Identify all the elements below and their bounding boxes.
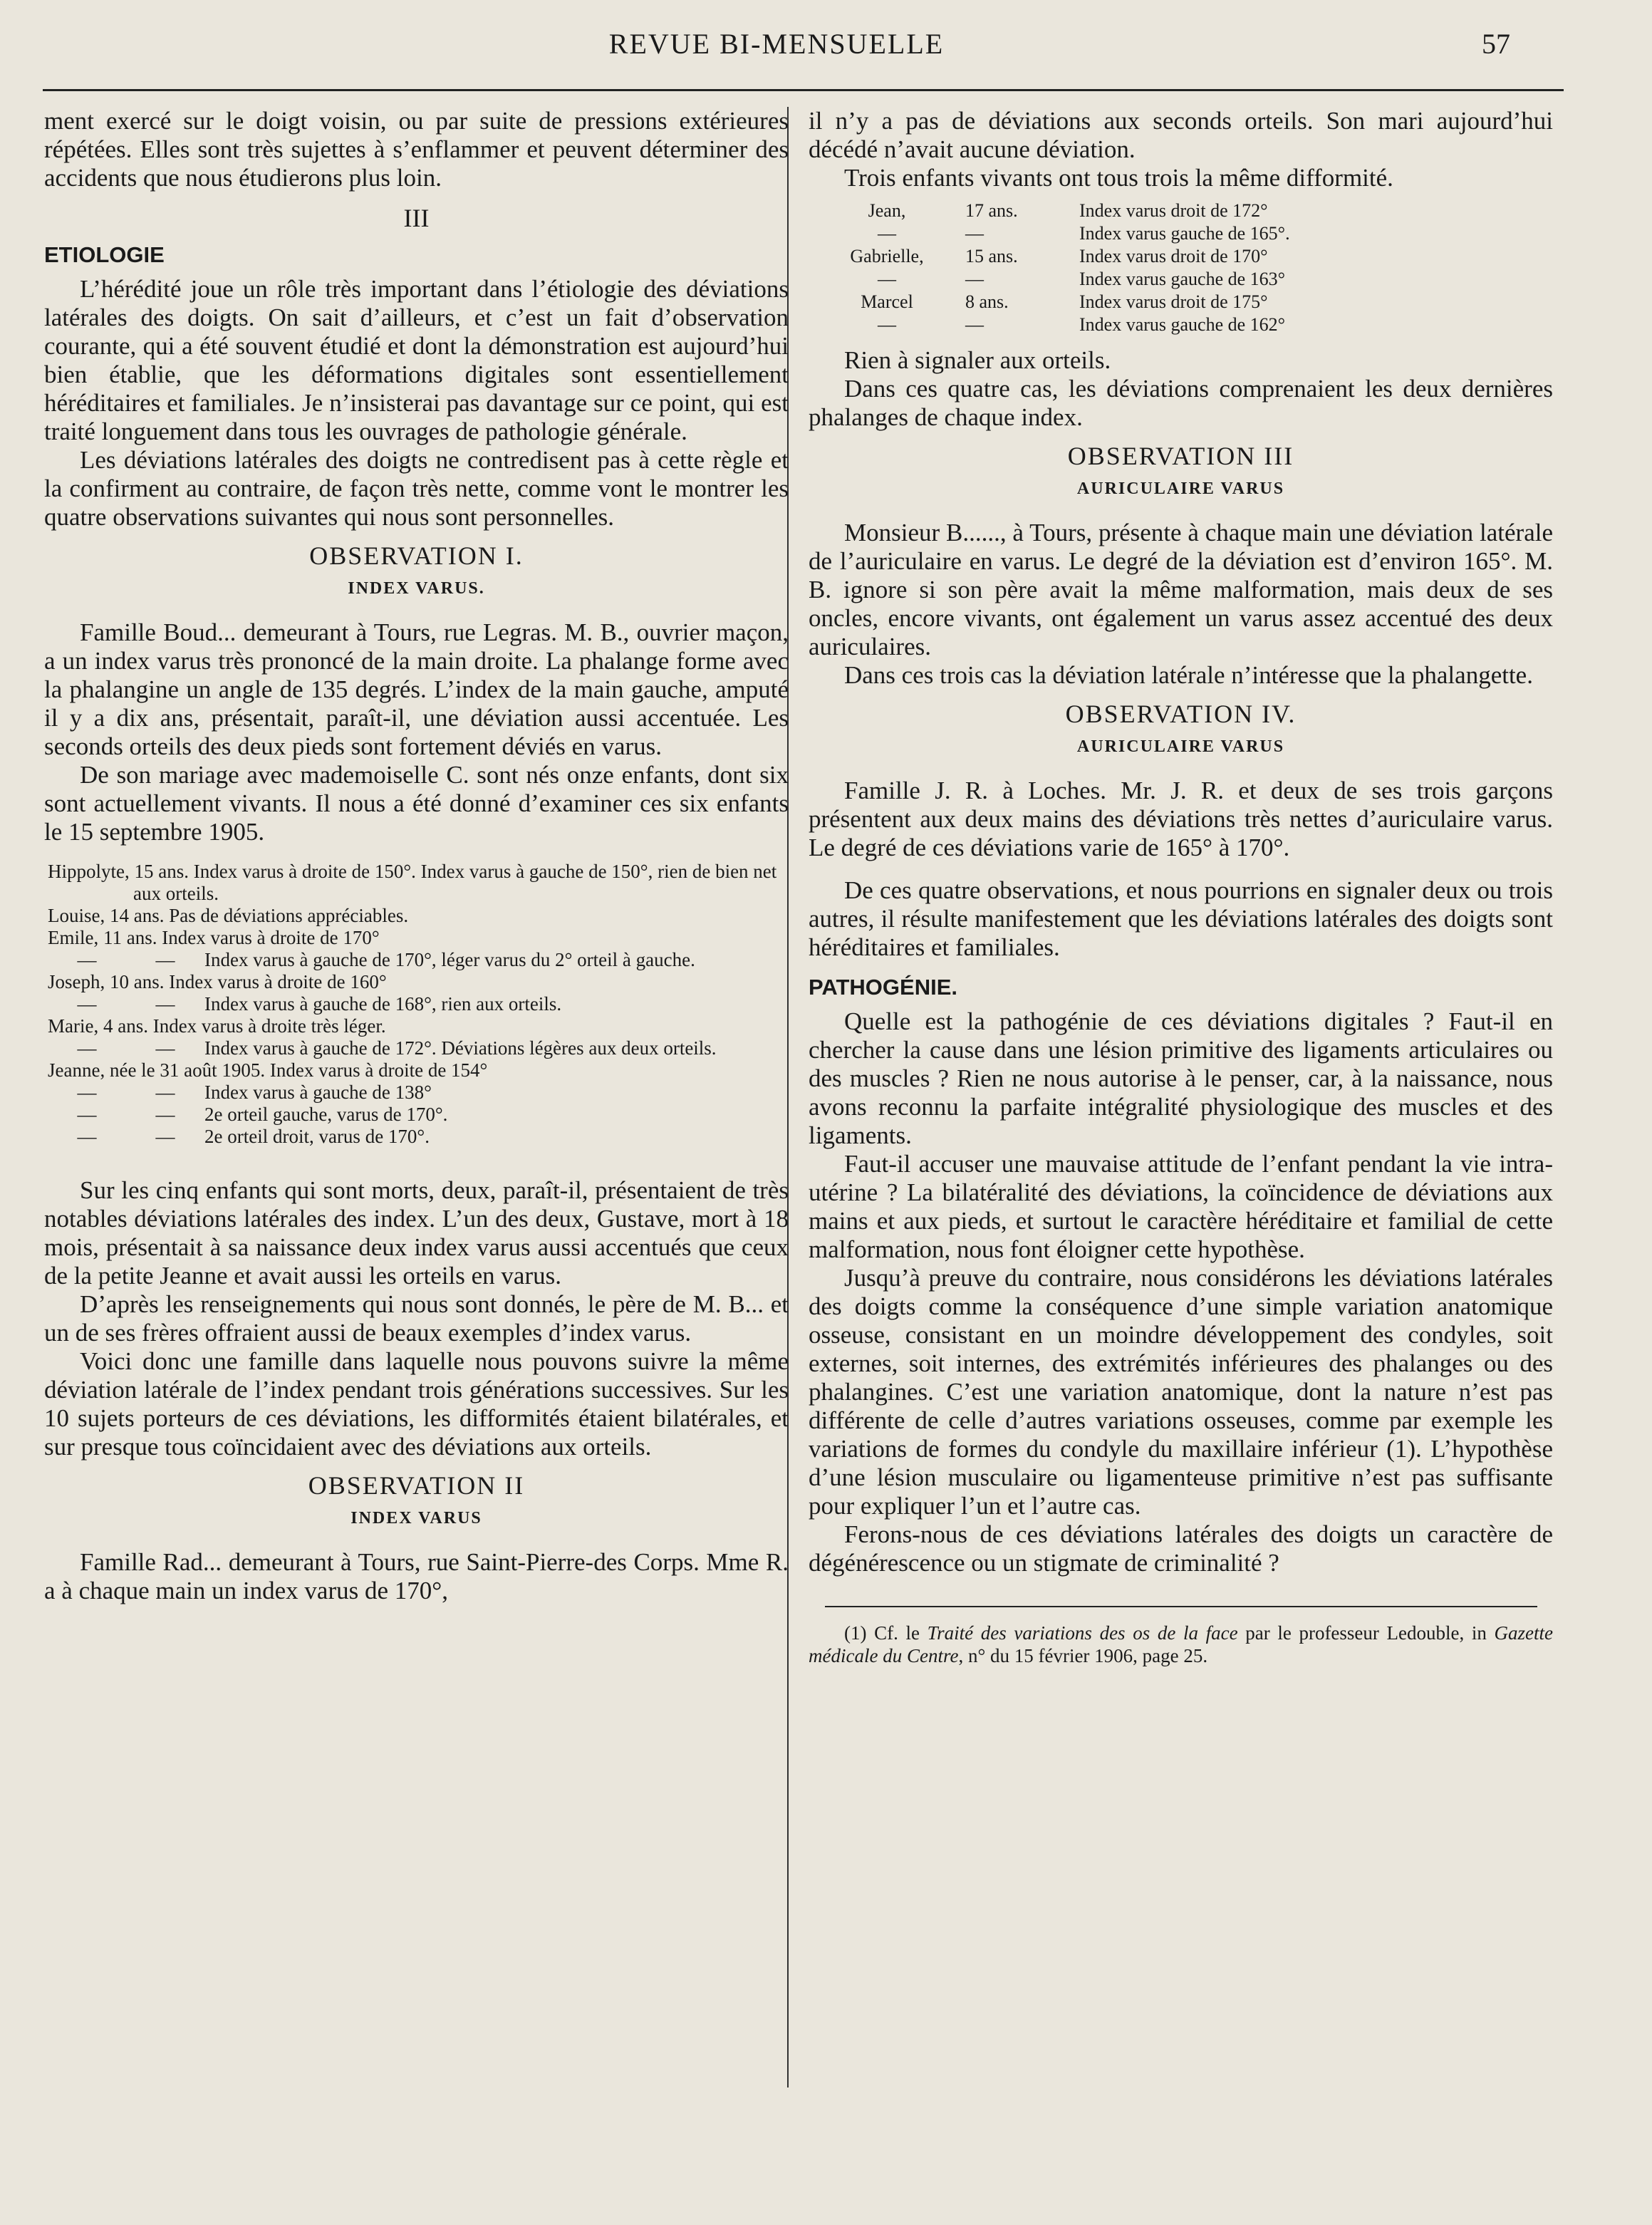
paragraph: Les déviations latérales des doigts ne contredisent pas à cette règle et la confirment au contraire, de façon très nette, comme vont le montrer les quatre observations suivantes qui nous sont personnelles. — [44, 446, 789, 531]
child-age: — — [965, 269, 984, 289]
child-name: Jean, — [868, 200, 906, 221]
child-name: Gabrielle, — [850, 246, 924, 266]
dash: — — [77, 1037, 97, 1059]
observation-subtitle: INDEX VARUS — [350, 1509, 482, 1528]
footnote-journal-italic: Gazette médicale du Centre — [809, 1622, 1554, 1666]
section-heading: ETIOLOGIE — [44, 242, 165, 267]
child-finding: Index varus droit de 172° — [1079, 200, 1268, 221]
dash: — — [155, 1082, 175, 1103]
observation-title: OBSERVATION IV. — [1065, 700, 1297, 728]
paragraph: Ferons-nous de ces déviations latérales des doigts un caractère de dégénérescence ou un stigmate de criminalité ? — [809, 1520, 1553, 1577]
observation-title: OBSERVATION III — [1067, 442, 1294, 470]
list-item — [44, 1037, 789, 1059]
dash: — — [77, 1082, 97, 1103]
table-row — [809, 313, 1553, 336]
observation-subtitle: AURICULAIRE VARUS — [1076, 479, 1285, 498]
dash: — — [155, 1126, 175, 1147]
child-name: — — [878, 269, 896, 289]
list-item: Hippolyte, 15 ans. Index varus à droite de 150°. Index varus à gauche de 150°, rien de bien net aux orteils. — [48, 861, 777, 904]
list-item: Louise, 14 ans. Pas de déviations appréciables. — [48, 905, 409, 926]
paragraph: Monsieur B......, à Tours, présente à chaque main une déviation latérale de l’auriculaire en varus. Le degré de la déviation est d’environ 165°. M. B. ignore si son père avait la même malformation, mais deux de ses oncles, encore vivants, ont également un varus assez accentué des deux auriculaires. — [809, 519, 1553, 660]
dash: — — [155, 993, 175, 1015]
observation-title: OBSERVATION II — [308, 1471, 525, 1500]
list-item — [44, 1126, 789, 1148]
list-item — [44, 993, 789, 1015]
list-item — [44, 1104, 789, 1126]
table-row — [809, 291, 1553, 313]
list-item — [44, 1082, 789, 1104]
dash: — — [155, 1037, 175, 1059]
children-list — [44, 861, 789, 1148]
right-column — [809, 107, 1553, 1667]
list-item: Marie, 4 ans. Index varus à droite très léger. — [48, 1015, 386, 1037]
children-table — [809, 199, 1553, 336]
dash: — — [77, 993, 97, 1015]
paragraph: Rien à signaler aux orteils. — [844, 346, 1111, 374]
list-item: Jeanne, née le 31 août 1905. Index varus à droite de 154° — [48, 1059, 488, 1081]
child-finding: Index varus gauche de 165°. — [1079, 223, 1290, 244]
footnote-text: (1) Cf. le — [844, 1622, 928, 1644]
child-age: 8 ans. — [965, 291, 1009, 312]
child-finding: Index varus droit de 170° — [1079, 246, 1268, 266]
table-row — [809, 222, 1553, 245]
list-item: Emile, 11 ans. Index varus à droite de 170° — [48, 927, 380, 948]
header-rule — [43, 89, 1564, 91]
footnote-rule — [825, 1606, 1537, 1607]
left-column — [44, 107, 789, 1605]
child-name: — — [878, 314, 896, 335]
paragraph: L’hérédité joue un rôle très important dans l’étiologie des déviations latérales des doigts. On sait d’ailleurs, et c’est un fait d’observation courante, qui a été souvent étudié et dont la démonstration est aujourd’hui bien établie, que les déformations digitales sont essentiellement héréditaires et familiales. Je n’insisterai pas davantage sur ce point, qui est traité longuement dans tous les ouvrages de pathologie générale. — [44, 275, 789, 445]
observation-subtitle: INDEX VARUS. — [348, 579, 485, 598]
table-row — [809, 245, 1553, 268]
child-age: — — [965, 314, 984, 335]
list-item-text: Index varus à gauche de 170°, léger varus du 2° orteil à gauche. — [204, 949, 695, 970]
paragraph: De ces quatre observations, et nous pourrions en signaler deux ou trois autres, il résulte manifestement que les déviations latérales des doigts sont héréditaires et familiales. — [809, 876, 1553, 961]
list-item-text: 2e orteil gauche, varus de 170°. — [204, 1104, 448, 1125]
paragraph: Famille J. R. à Loches. Mr. J. R. et deux de ses trois garçons présentent aux deux mains des déviations très nettes d’auriculaire varus. Le degré de ces déviations varie de 165° à 170°. — [809, 777, 1553, 861]
page-number: 57 — [1482, 28, 1510, 60]
paragraph: Quelle est la pathogénie de ces déviations digitales ? Faut-il en chercher la cause dans une lésion primitive des ligaments articulaires ou des muscles ? Rien ne nous autorise à le penser, car, à la naissance, nous avons reconnu la parfaite intégralité physiologique des muscles et des ligaments. — [809, 1007, 1553, 1149]
child-age: 15 ans. — [965, 246, 1018, 266]
footnote-title-italic: Traité des variations des os de la face — [927, 1622, 1238, 1644]
list-item-text: Index varus à gauche de 138° — [204, 1082, 432, 1103]
paragraph: Dans ces quatre cas, les déviations comprenaient les deux dernières phalanges de chaque index. — [809, 375, 1553, 431]
section-number: III — [403, 204, 430, 232]
page-header — [43, 27, 1510, 70]
observation-title: OBSERVATION I. — [309, 541, 524, 570]
footnote-text: par le professeur Ledouble, in — [1237, 1622, 1495, 1644]
child-name: Marcel — [861, 291, 913, 312]
dash: — — [77, 949, 97, 970]
dash: — — [77, 1126, 97, 1147]
section-heading: PATHOGÉNIE. — [809, 975, 957, 1000]
paragraph: D’après les renseignements qui nous sont donnés, le père de M. B... et un de ses frères offraient aussi de beaux exemples d’index varus. — [44, 1290, 789, 1347]
child-name: — — [878, 223, 896, 244]
paragraph: Famille Rad... demeurant à Tours, rue Saint-Pierre-des Corps. Mme R. a à chaque main un index varus de 170°, — [44, 1548, 789, 1604]
journal-title: REVUE BI-MENSUELLE — [608, 28, 945, 60]
child-finding: Index varus droit de 175° — [1079, 291, 1268, 312]
table-row — [809, 199, 1553, 222]
paragraph: Famille Boud... demeurant à Tours, rue Legras. M. B., ouvrier maçon, a un index varus très prononcé de la main droite. La phalange forme avec la phalangine un angle de 135 degrés. L’index de la main gauche, amputé il y a dix ans, présentait, paraît-il, une déviation aussi accentuée. Les seconds orteils des deux pieds sont fortement déviés en varus. — [44, 618, 789, 760]
dash: — — [77, 1104, 97, 1125]
list-item-text: Index varus à gauche de 168°, rien aux orteils. — [204, 993, 562, 1015]
child-age: — — [965, 223, 984, 244]
child-age: 17 ans. — [965, 200, 1018, 221]
table-row — [809, 268, 1553, 291]
paragraph: il n’y a pas de déviations aux seconds orteils. Son mari aujourd’hui décédé n’avait aucune déviation. — [809, 107, 1553, 163]
list-item: Joseph, 10 ans. Index varus à droite de 160° — [48, 971, 387, 992]
paragraph: De son mariage avec mademoiselle C. sont nés onze enfants, dont six sont actuellement vivants. Il nous a été donné d’examiner ces six enfants le 15 septembre 1905. — [44, 761, 789, 846]
list-item-text: 2e orteil droit, varus de 170°. — [204, 1126, 430, 1147]
paragraph: Faut-il accuser une mauvaise attitude de l’enfant pendant la vie intra-utérine ? La bilatéralité des déviations, la coïncidence de déviations aux mains et aux pieds, et surtout le caractère héréditaire et familial de cette malformation, nous font éloigner cette hypothèse. — [809, 1150, 1553, 1263]
paragraph: Dans ces trois cas la déviation latérale n’intéresse que la phalangette. — [844, 661, 1533, 689]
list-item — [44, 949, 789, 971]
dash: — — [155, 949, 175, 970]
observation-subtitle: AURICULAIRE VARUS — [1076, 737, 1285, 756]
paragraph: Trois enfants vivants ont tous trois la même difformité. — [844, 164, 1393, 192]
paragraph: Sur les cinq enfants qui sont morts, deux, paraît-il, présentaient de très notables déviations latérales des index. L’un des deux, Gustave, mort à 18 mois, présentait à sa naissance deux index varus aussi accentués que ceux de la petite Jeanne et avait aussi les orteils en varus. — [44, 1176, 789, 1290]
paragraph: ment exercé sur le doigt voisin, ou par suite de pressions extérieures répétées. Elles sont très sujettes à s’enflammer et peuvent déterminer des accidents que nous étudierons plus loin. — [44, 107, 789, 192]
dash: — — [155, 1104, 175, 1125]
child-finding: Index varus gauche de 162° — [1079, 314, 1286, 335]
child-finding: Index varus gauche de 163° — [1079, 269, 1286, 289]
paragraph: Jusqu’à preuve du contraire, nous considérons les déviations latérales des doigts comme la conséquence d’une simple variation anatomique osseuse, consistant en un moindre développement des condyles, soit externes, soit internes, des extrémités inférieures des phalanges ou des phalangines. C’est une variation anatomique, dont la nature n’est pas différente de celle d’autres variations osseuses, comme par exemple les variations de formes du condyle du maxillaire inférieur (1). L’hypothèse d’une lésion musculaire ou ligamenteuse primitive n’est pas suffisante pour expliquer l’un et l’autre cas. — [809, 1264, 1553, 1520]
paragraph: Voici donc une famille dans laquelle nous pouvons suivre la même déviation latérale de l’index pendant trois générations successives. Sur les 10 sujets porteurs de ces déviations, les difformités étaient bilatérales, et sur presque tous coïncidaient avec des déviations aux orteils. — [44, 1347, 789, 1461]
list-item-text: Index varus à gauche de 172°. Déviations légères aux deux orteils. — [204, 1037, 717, 1059]
footnote-text: , n° du 15 février 1906, page 25. — [958, 1645, 1208, 1666]
footnote — [809, 1622, 1553, 1667]
